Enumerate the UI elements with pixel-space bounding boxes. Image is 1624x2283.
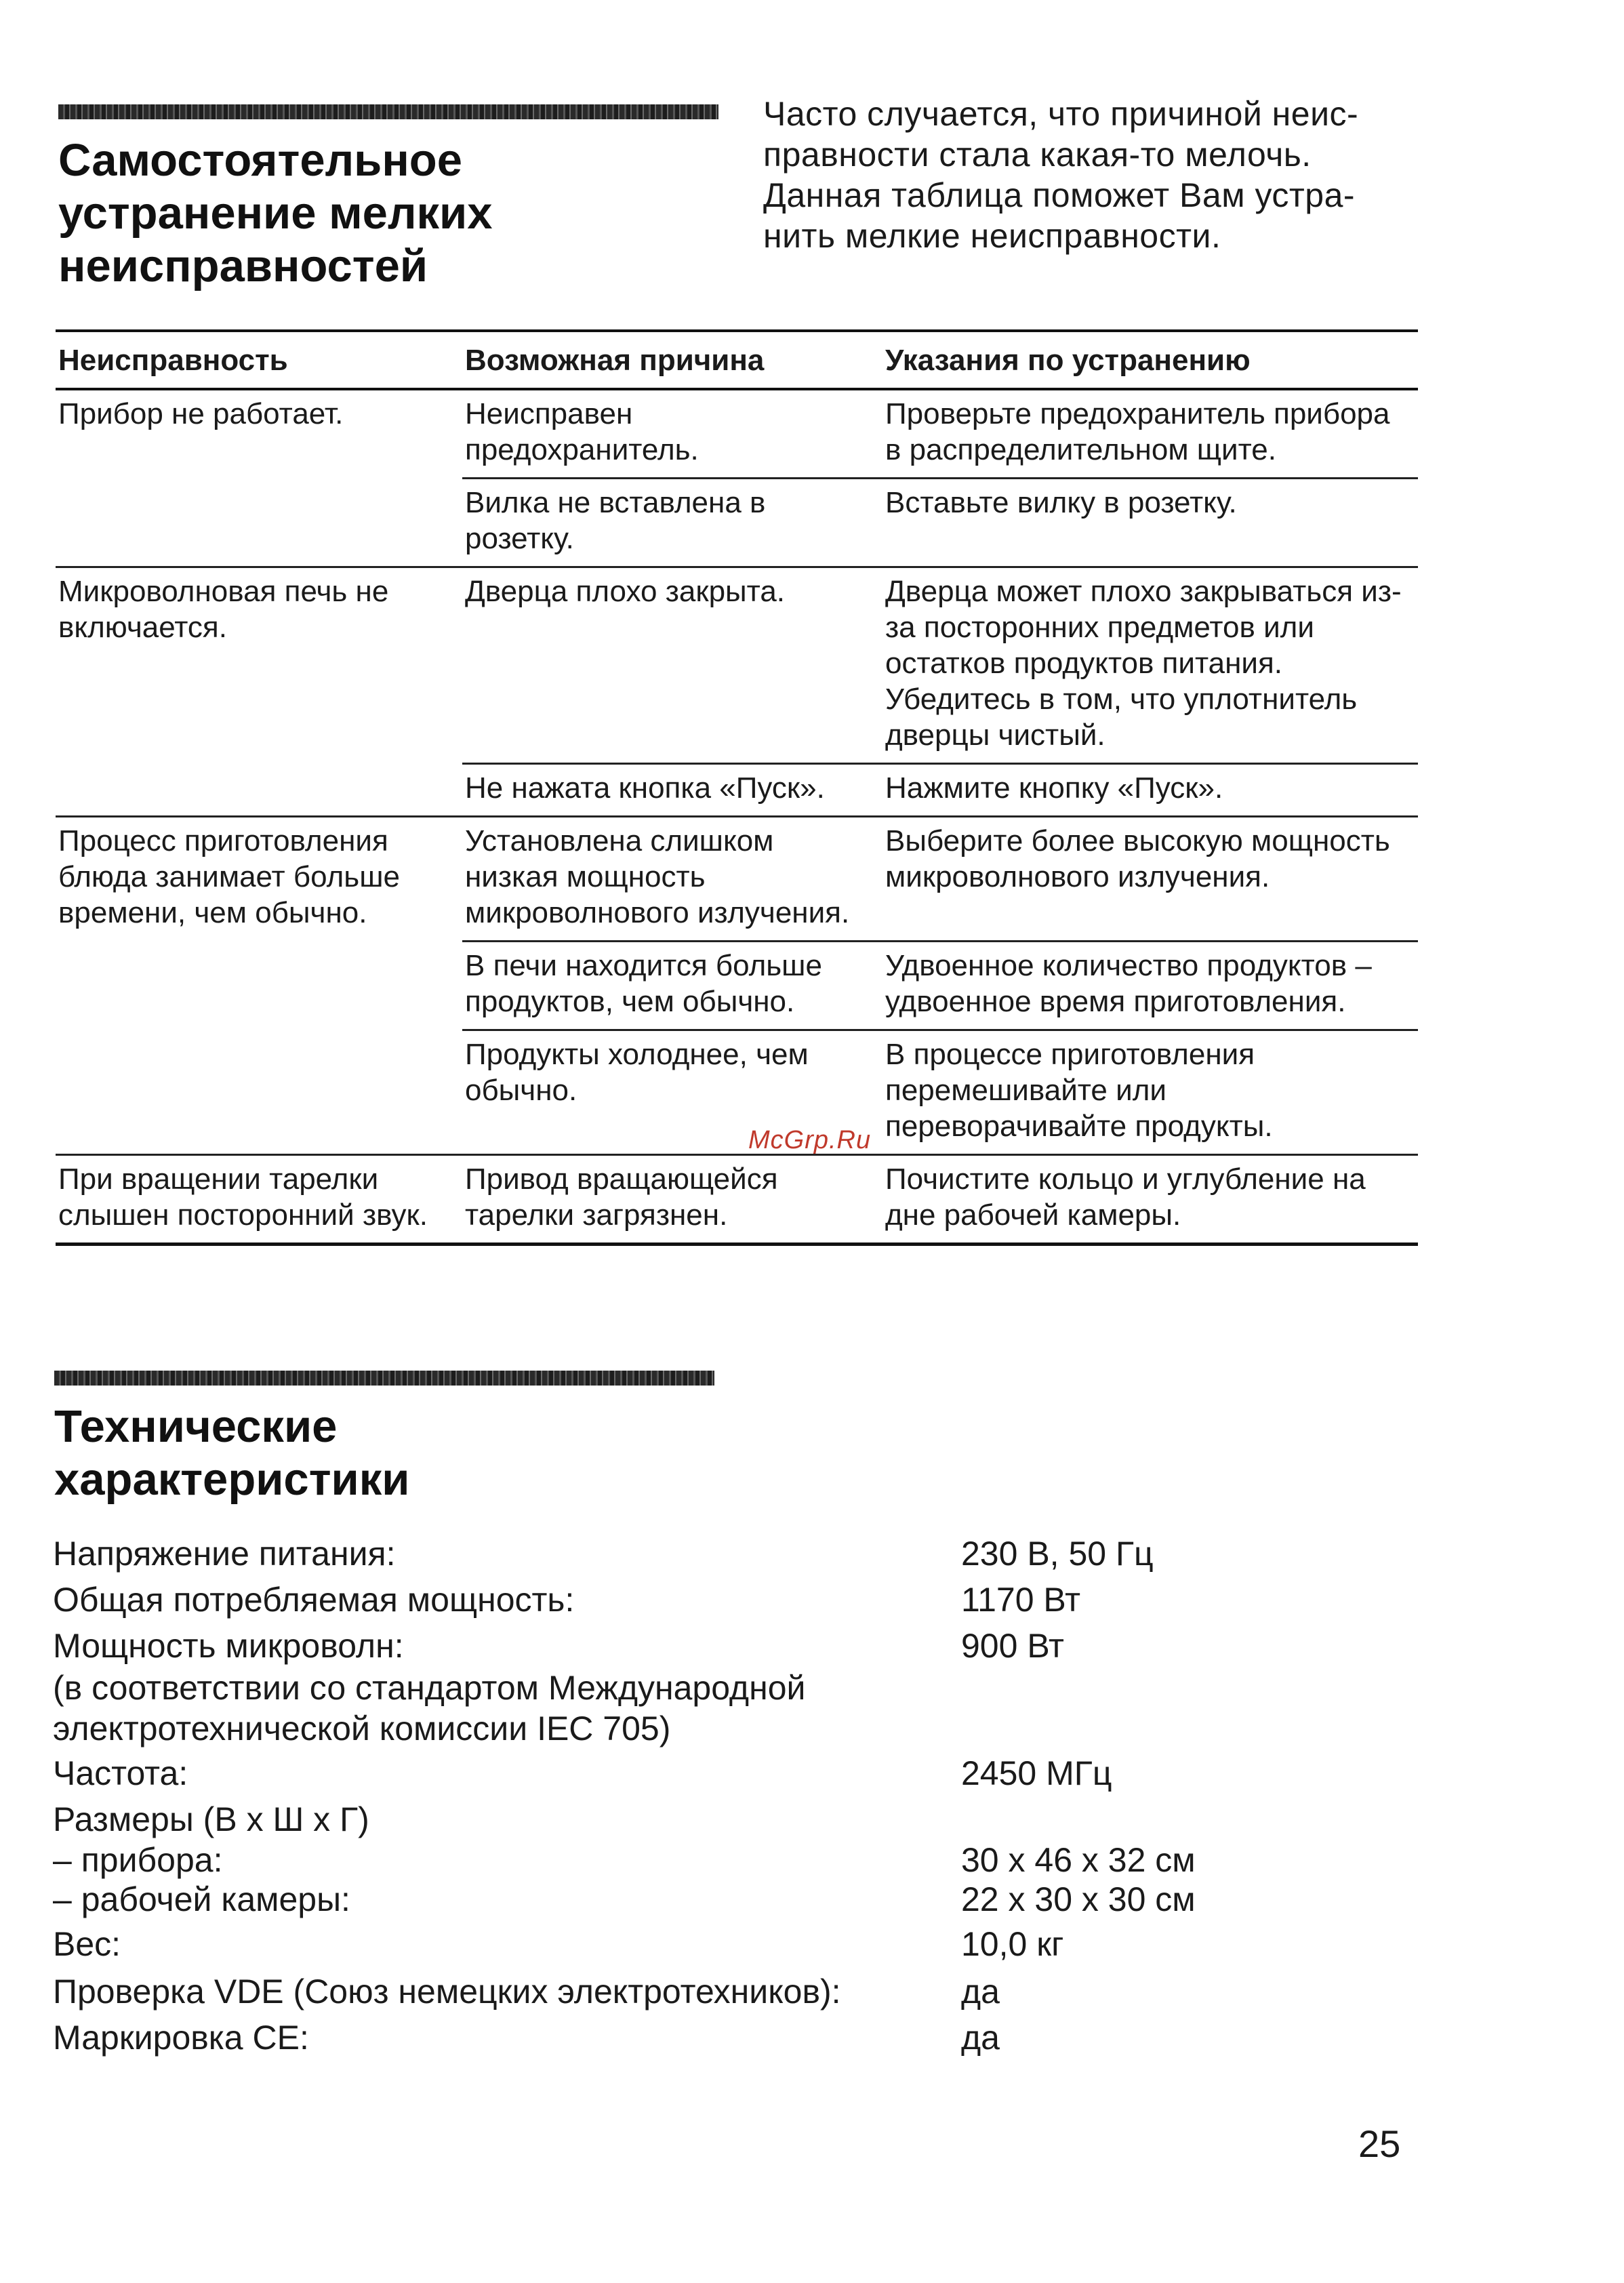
intro-line: правности стала какая-то мелочь.	[763, 136, 1312, 174]
cause-cell: Вилка не вставлена в розетку.	[462, 479, 882, 567]
fault-cell: При вращении тарелки слышен посторонний звук.	[56, 1155, 462, 1245]
title-line: неисправностей	[58, 241, 428, 291]
header-fault: Неисправность	[56, 331, 462, 389]
header-remedy: Указания по устранению	[882, 331, 1418, 389]
cause-cell: Установлена слишком низкая мощность микроволнового излучения.	[462, 817, 882, 942]
cause-cell: Неисправен предохранитель.	[462, 389, 882, 479]
spec-label: Напряжение питания:	[53, 1535, 396, 1573]
remedy-cell: Вставьте вилку в розетку.	[882, 479, 1418, 567]
cause-cell: В печи находится больше продуктов, чем обычно.	[462, 942, 882, 1030]
spec-row	[53, 1879, 1422, 1924]
table-row	[56, 389, 1418, 479]
spec-label: Вес:	[53, 1925, 121, 1963]
remedy-cell: Выберите более высокую мощность микроволнового излучения.	[882, 817, 1418, 942]
specs-title	[54, 1400, 409, 1506]
spec-value: 900 Вт	[961, 1627, 1064, 1665]
spec-row	[53, 1840, 1422, 1879]
remedy-cell: Проверьте предохранитель прибора в распределительном щите.	[882, 389, 1418, 479]
intro-line: Данная таблица поможет Вам устра-	[763, 176, 1356, 214]
table-row	[56, 1155, 1418, 1245]
cause-cell: Дверца плохо закрыта.	[462, 567, 882, 764]
spec-row	[53, 1625, 1422, 1668]
remedy-cell: Нажмите кнопку «Пуск».	[882, 764, 1418, 817]
section-rule-specs	[54, 1371, 714, 1386]
spec-row	[53, 1533, 1422, 1579]
remedy-cell: В процессе приготовления перемешивайте или переворачивайте продукты.	[882, 1030, 1418, 1155]
spec-row	[53, 1924, 1422, 1971]
page-number: 25	[1358, 2122, 1401, 2165]
spec-label: Размеры (В x Ш x Г)	[53, 1800, 369, 1838]
troubleshooting-title	[58, 134, 493, 293]
spec-value: 30 x 46 x 32 см	[961, 1841, 1196, 1879]
cause-cell: Привод вращающейся тарелки загрязнен.	[462, 1155, 882, 1245]
spec-label: Общая потребляемая мощность:	[53, 1581, 575, 1619]
spec-row	[53, 1971, 1422, 2017]
fault-cell: Процесс приготовления блюда занимает больше времени, чем обычно.	[56, 817, 462, 1155]
spec-label: – рабочей камеры:	[53, 1880, 350, 1918]
spec-value: 230 В, 50 Гц	[961, 1535, 1154, 1573]
section-rule-top	[58, 104, 718, 119]
cause-cell: Продукты холоднее, чем обычно.	[462, 1030, 882, 1155]
title-line: Самостоятельное	[58, 135, 462, 186]
spec-row	[53, 1753, 1422, 1799]
table-row	[56, 817, 1418, 942]
spec-value: 1170 Вт	[961, 1581, 1081, 1619]
spec-label: (в соответствии со стандартом Международной	[53, 1669, 806, 1707]
spec-value: 2450 МГц	[961, 1754, 1112, 1792]
spec-value: да	[961, 2019, 1000, 2057]
spec-row	[53, 1668, 1422, 1708]
intro-line: нить мелкие неисправности.	[763, 217, 1221, 255]
table-row	[56, 567, 1418, 764]
spec-row	[53, 1799, 1422, 1840]
spec-row	[53, 2017, 1422, 2061]
remedy-cell: Дверца может плохо закрываться из-за посторонних предметов или остатков продуктов питания. Убедитесь в том, что уплотнитель дверцы чистый.	[882, 567, 1418, 764]
fault-cell: Микроволновая печь не включается.	[56, 567, 462, 817]
title-line: характеристики	[54, 1454, 410, 1505]
spec-value: 10,0 кг	[961, 1925, 1064, 1963]
table-header-row	[56, 331, 1418, 389]
spec-label: электротехнической комиссии IEC 705)	[53, 1710, 671, 1747]
spec-label: Маркировка CE:	[53, 2019, 309, 2057]
spec-value: 22 x 30 x 30 см	[961, 1880, 1196, 1918]
title-line: Технические	[54, 1401, 338, 1452]
spec-row	[53, 1708, 1422, 1753]
fault-cell: Прибор не работает.	[56, 389, 462, 567]
intro-line: Часто случается, что причиной неис-	[763, 95, 1359, 133]
spec-value: да	[961, 1973, 1000, 2011]
spec-label: Проверка VDE (Союз немецких электротехников):	[53, 1973, 841, 2011]
spec-row	[53, 1579, 1422, 1625]
spec-label: Частота:	[53, 1754, 188, 1792]
title-line: устранение мелких	[58, 188, 493, 239]
remedy-cell: Удвоенное количество продуктов – удвоенное время приготовления.	[882, 942, 1418, 1030]
remedy-cell: Почистите кольцо и углубление на дне рабочей камеры.	[882, 1155, 1418, 1245]
intro-paragraph	[763, 94, 1434, 256]
header-cause: Возможная причина	[462, 331, 882, 389]
watermark: McGrp.Ru	[748, 1126, 872, 1154]
cause-cell: Не нажата кнопка «Пуск».	[462, 764, 882, 817]
specs-list	[53, 1533, 1422, 2061]
spec-label: Мощность микроволн:	[53, 1627, 404, 1665]
spec-label: – прибора:	[53, 1841, 223, 1879]
troubleshooting-table	[56, 329, 1418, 1246]
